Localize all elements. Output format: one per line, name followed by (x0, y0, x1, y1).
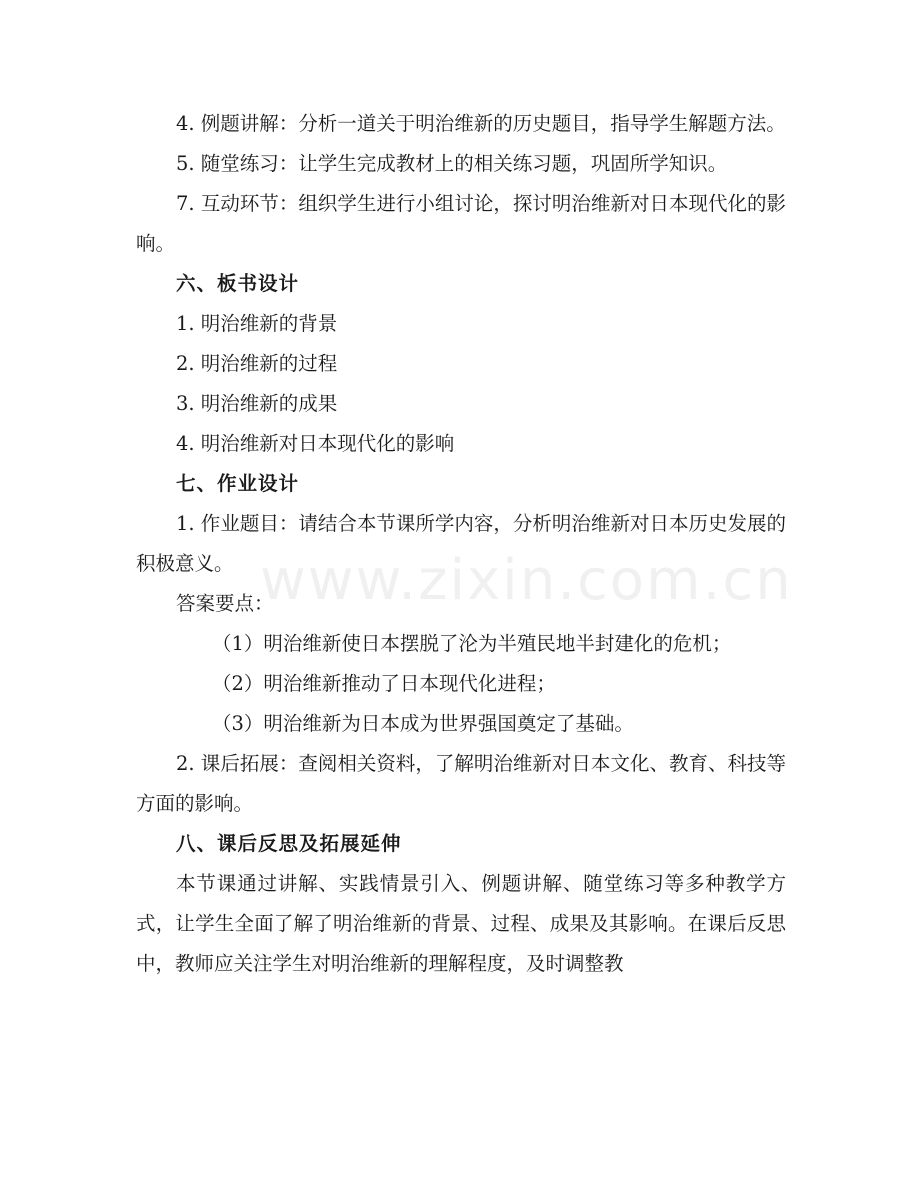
list-item-board-1: 1. 明治维新的背景 (176, 312, 338, 335)
paragraph-interaction: 7. 互动环节：组织学生进行小组讨论，探讨明治维新对日本现代化的影响。 (136, 192, 786, 255)
paragraph-answer-label: 答案要点： (176, 592, 274, 615)
paragraph-reflection: 本节课通过讲解、实践情景引入、例题讲解、随堂练习等多种教学方式，让学生全面了解了明治维新的背景、过程、成果及其影响。在课后反思中，教师应关注学生对明治维新的理解程度，及时调整教 (136, 872, 786, 975)
paragraph-after-class-extension: 2. 课后拓展：查阅相关资料，了解明治维新对日本文化、教育、科技等方面的影响。 (136, 752, 786, 815)
heading-homework-design: 七、作业设计 (176, 472, 300, 495)
list-item-board-3: 3. 明治维新的成果 (176, 392, 338, 415)
list-item-board-2: 2. 明治维新的过程 (176, 352, 338, 375)
paragraph-homework-question: 1. 作业题目：请结合本节课所学内容，分析明治维新对日本历史发展的积极意义。 (136, 512, 786, 575)
paragraph-classroom-practice: 5. 随堂练习：让学生完成教材上的相关练习题，巩固所学知识。 (176, 152, 728, 175)
list-item-answer-1: （1）明治维新使日本摆脱了沦为半殖民地半封建化的危机； (212, 632, 732, 655)
document-body (136, 104, 786, 984)
heading-reflection: 八、课后反思及拓展延伸 (176, 832, 402, 855)
paragraph-example-explanation: 4. 例题讲解：分析一道关于明治维新的历史题目，指导学生解题方法。 (176, 112, 786, 135)
heading-board-design: 六、板书设计 (176, 272, 300, 295)
watermark-text: www.zixin.com.cn (260, 548, 793, 613)
list-item-answer-2: （2）明治维新推动了日本现代化进程； (212, 672, 556, 695)
list-item-board-4: 4. 明治维新对日本现代化的影响 (176, 432, 455, 455)
list-item-answer-3: （3）明治维新为日本成为世界强国奠定了基础。 (212, 712, 634, 735)
